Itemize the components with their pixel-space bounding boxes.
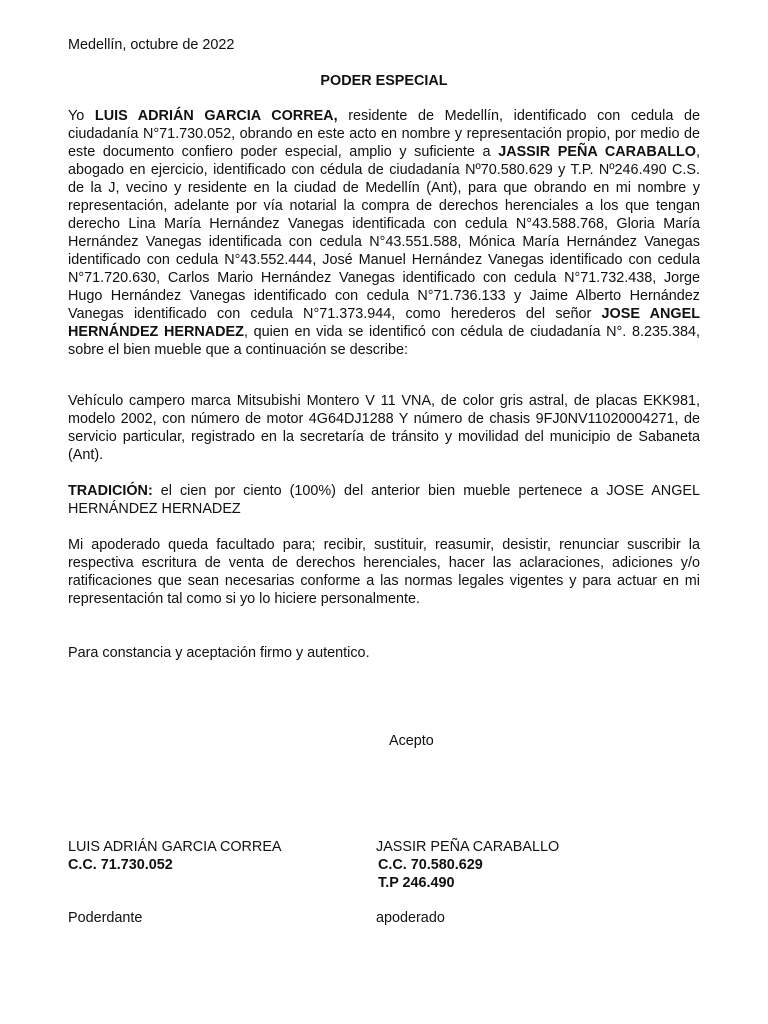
document-title: PODER ESPECIAL [320,73,448,89]
text-run: Yo [68,108,95,124]
accept-label: Acepto [389,733,434,749]
paragraph-grant [68,107,700,359]
attorney-name-bold: JASSIR PEÑA CARABALLO [498,144,696,160]
text-run: , abogado en ejercicio, identificado con cédula de ciudadanía Nº70.580.629 y T.P. Nº246.490 C.S. de la J, vecino y residente en la ciudad de Medellín (Ant), para que obrando en mi nombre y representación, adelante por vía notarial la compra de derechos herenciales a los que tengan derecho Lina María Hernández Vanegas identificada con cedula N°43.588.768, Gloria María Hernández Vanegas identificada con cedula N°43.551.588, Mónica María Hernández Vanegas identificado con cedula N°43.552.444, José Manuel Hernández Vanegas identificado con cedula N°71.720.630, Carlos Mario Hernández Vanegas identificado con cedula N°71.732.438, Jorge Hugo Hernández Vanegas identificado con cedula N°71.736.133 y Jaime Alberto Hernández Vanegas identificado con cedula N°71.373.944, como herederos del señor [68,144,700,322]
grantor-signature-block [68,838,282,874]
text-run: , quien en vida se identificó con cédula de ciudadanía N°. 8.235.384, sobre el bien mueble que a continuación se describe: [68,324,700,358]
attorney-role: apoderado [376,910,445,926]
grantor-cc: C.C. 71.730.052 [68,857,173,873]
grantor-role: Poderdante [68,910,143,926]
paragraph-tradicion [68,482,700,518]
tradicion-text: el cien por ciento (100%) del anterior bien mueble pertenece a JOSE ANGEL HERNÁNDEZ HERNADEZ [68,483,700,517]
grantor-name-bold: LUIS ADRIÁN GARCIA CORREA, [94,108,338,124]
grantor-name: LUIS ADRIÁN GARCIA CORREA [68,839,282,855]
attorney-tp: T.P 246.490 [378,875,455,891]
attorney-signature-block [376,838,559,892]
text-run: residente de Medellín, identificado con cedula de ciudadanía N°71.730.052, obrando en este acto en nombre y representación propio, por medio de este documento confiero poder especial, amplio y suficiente a [68,108,700,160]
attorney-cc: C.C. 70.580.629 [378,857,483,873]
paragraph-closing: Para constancia y aceptación firmo y autentico. [68,645,370,661]
deceased-name-bold: JOSE ANGEL HERNÁNDEZ HERNADEZ [68,306,700,340]
paragraph-vehicle: Vehículo campero marca Mitsubishi Montero V 11 VNA, de color gris astral, de placas EKK981, modelo 2002, con número de motor 4G64DJ1288 Y número de chasis 9FJ0NV11020004271, de servicio particular, registrado en la secretaría de tránsito y movilidad del municipio de Sabaneta (Ant). [68,393,700,463]
paragraph-faculties: Mi apoderado queda facultado para; recibir, sustituir, reasumir, desistir, renunciar suscribir la respectiva escritura de venta de derechos herenciales, hacer las aclaraciones, adiciones y/o ratificaciones que sean necesarias conforme a las normas legales vigentes y para actuar en mi representación tal como si yo lo hiciere personalmente. [68,537,700,607]
city-date: Medellín, octubre de 2022 [68,37,235,53]
tradicion-label: TRADICIÓN: [68,483,153,499]
attorney-name: JASSIR PEÑA CARABALLO [376,839,560,855]
